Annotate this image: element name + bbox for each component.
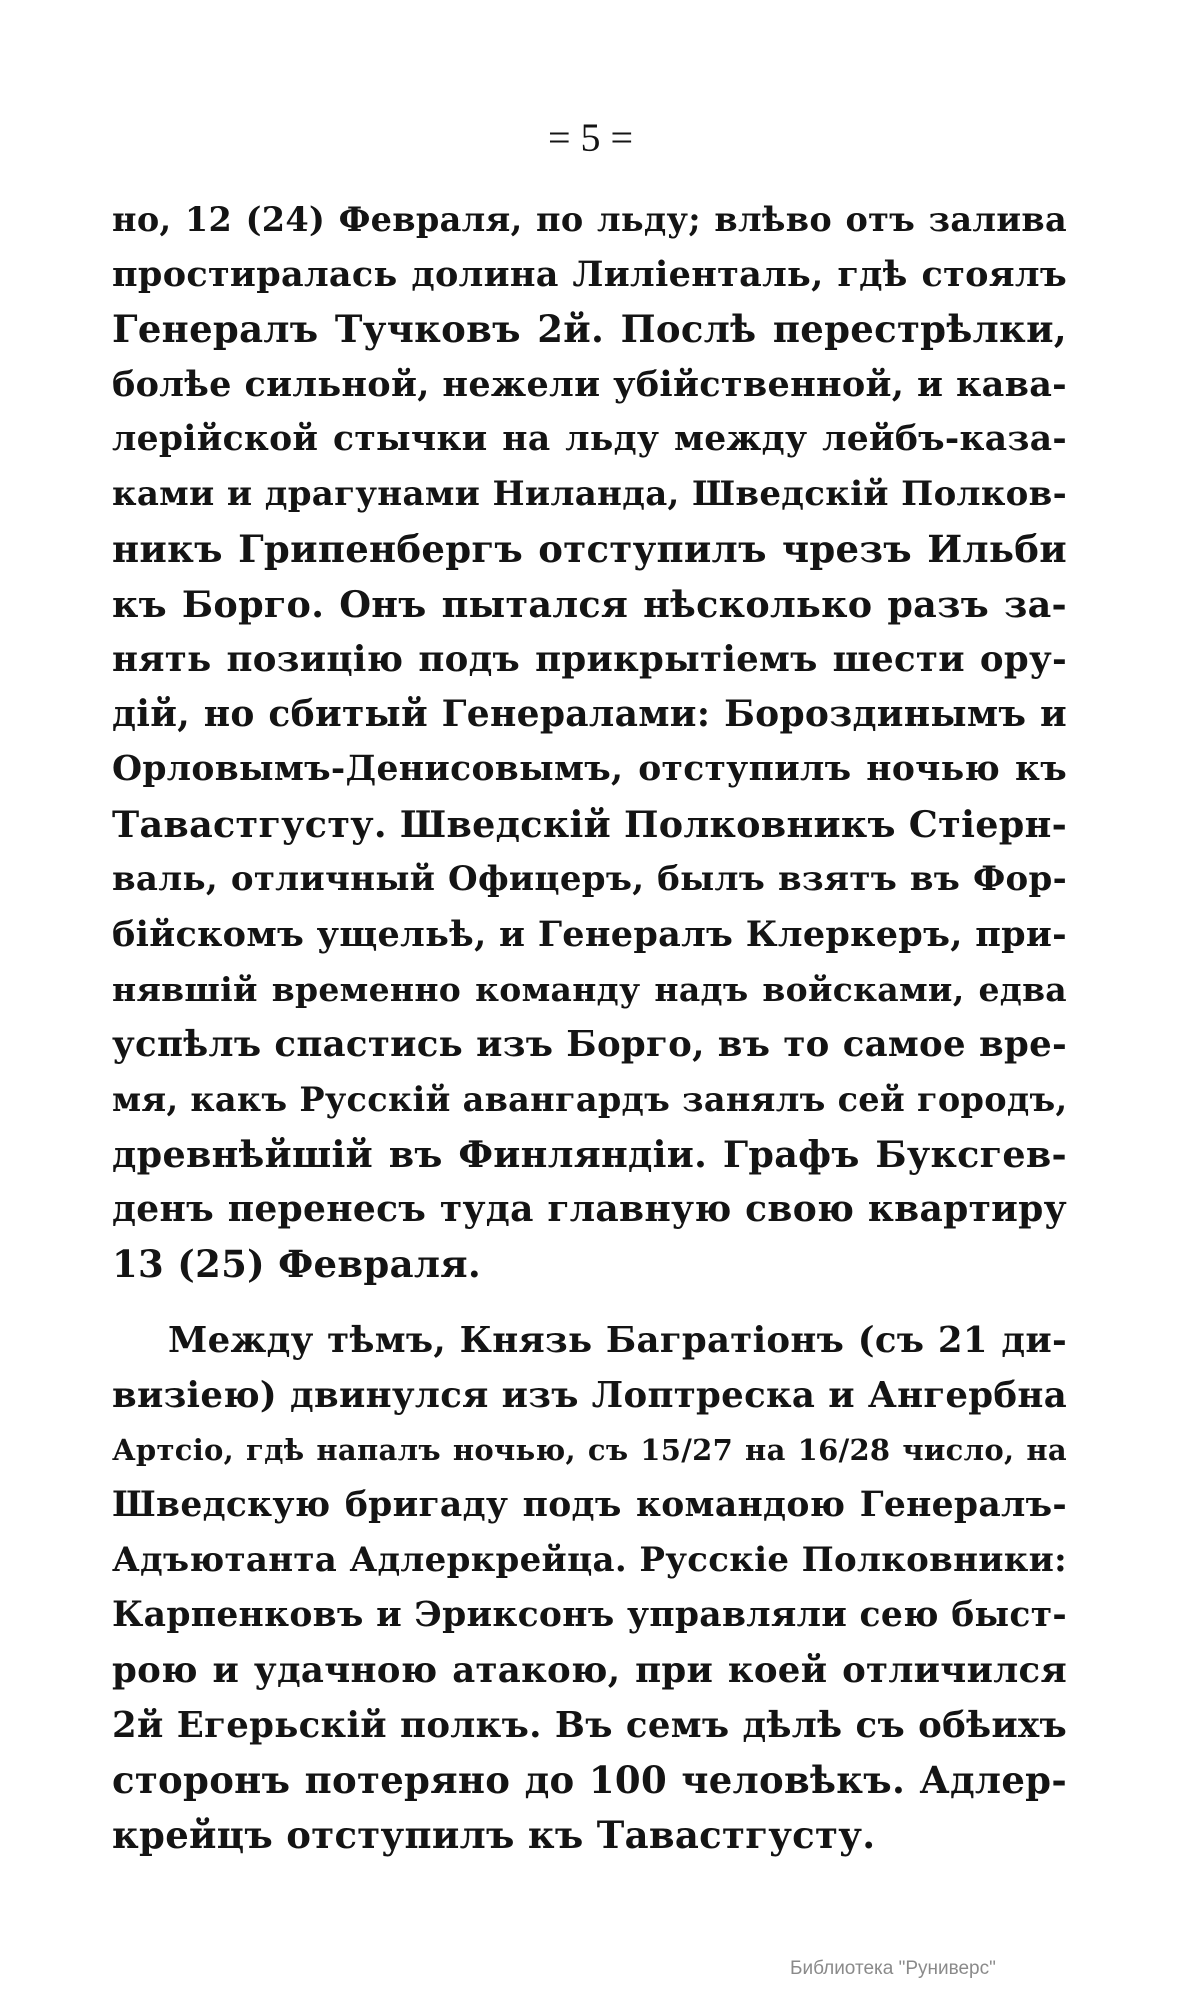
text-line: Карпенковъ и Эриксонъ управляли сею быст- <box>112 1595 1067 1635</box>
text-line: къ Борго. Онъ пытался нѣсколько разъ за- <box>112 583 1067 626</box>
text-line: Орловымъ-Денисовымъ, отступилъ ночью къ <box>112 749 1067 789</box>
page-number-header: = 5 = <box>547 115 634 160</box>
text-line: визіею) двинулся изъ Лоптреска и Ангербна <box>112 1375 1067 1416</box>
text-line: болѣе сильной, нежели убійственной, и кава- <box>112 364 1067 405</box>
text-line: древнѣйшій въ Финляндіи. Графъ Буксгев- <box>112 1133 1067 1176</box>
text-line: бійскомъ ущельѣ, и Генералъ Клеркеръ, при- <box>112 914 1067 955</box>
text-line: Тавастгусту. Шведскій Полковникъ Стіерн- <box>112 803 1068 846</box>
text-line: мя, какъ Русскій авангардъ занялъ сей городъ, <box>112 1080 1068 1119</box>
text-line: денъ перенесъ туда главную свою квартиру <box>112 1188 1067 1230</box>
text-line: Генералъ Тучковъ 2й. Послѣ перестрѣлки, <box>112 307 1067 351</box>
paragraph-1 <box>112 192 1067 1292</box>
text-line: ками и драгунами Ниланда, Шведскій Полков- <box>112 474 1067 514</box>
text-line: простиралась долина Лиліенталь, гдѣ стоялъ <box>112 254 1067 295</box>
text-line: рою и удачною атакою, при коей отличился <box>112 1650 1067 1691</box>
text-line: дій, но сбитый Генералами: Бороздинымъ и <box>112 693 1067 735</box>
text-line: нявшій временно команду надъ войсками, едва <box>112 970 1067 1009</box>
text-line: сторонъ потеряно до 100 человѣкъ. Адлер- <box>112 1758 1067 1802</box>
text-line: но, 12 (24) Февраля, по льду; влѣво отъ залива <box>112 200 1067 239</box>
text-line: Шведскую бригаду подъ командою Генералъ- <box>112 1485 1067 1525</box>
text-line: крейцъ отступилъ къ Тавастгусту. <box>112 1813 876 1857</box>
text-line: Адъютанта Адлеркрейца. Русскіе Полковники: <box>112 1540 1067 1580</box>
text-line: никъ Грипенбергъ отступилъ чрезъ Ильби <box>112 527 1067 571</box>
text-line: успѣлъ спастись изъ Борго, въ то самое вре- <box>112 1024 1067 1065</box>
text-line: 13 (25) Февраля. <box>112 1242 482 1286</box>
text-line: валь, отличный Офицеръ, былъ взятъ въ Фор- <box>112 859 1067 899</box>
text-line: Артсіо, гдѣ напалъ ночью, съ 15/27 на 16/28 число, на <box>112 1433 1067 1467</box>
text-line: Между тѣмъ, Князь Багратіонъ (съ 21 ди- <box>168 1320 1067 1361</box>
paragraph-2 <box>112 1313 1067 1863</box>
text-line: 2й Егерьскій полкъ. Въ семъ дѣлѣ съ обѣихъ <box>112 1705 1067 1746</box>
library-watermark: Библиотека "Руниверс" <box>790 1958 996 1979</box>
text-line: лерійской стычки на льду между лейбъ-каза- <box>112 419 1067 459</box>
text-line: нять позицію подъ прикрытіемъ шести ору- <box>112 639 1067 680</box>
